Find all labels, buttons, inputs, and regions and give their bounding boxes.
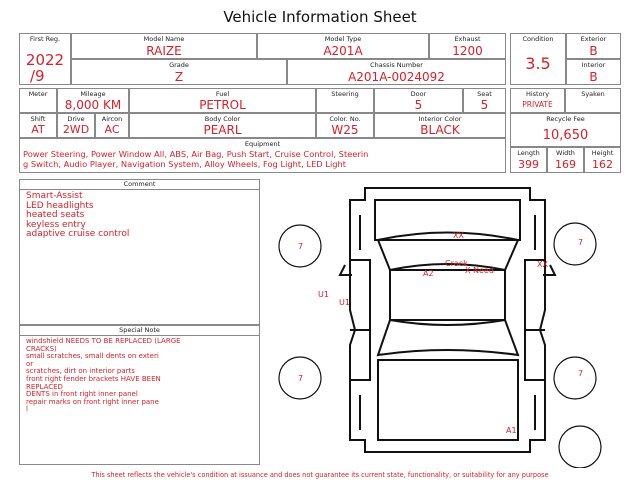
width-value: 169 [555,158,576,171]
height-label: Height [591,149,614,157]
width-cell [547,147,584,173]
recycle-label: Recycle Fee [546,115,585,123]
mark-x-need: X Need [465,266,494,275]
height-cell [584,147,621,173]
mark-u1-a: U1 [318,290,329,299]
length-label: Length [517,149,540,157]
exhaust-value: 1200 [452,44,483,58]
length-cell [510,147,547,173]
height-value: 162 [592,158,613,171]
condition-label: Condition [522,35,554,43]
fuel-value: PETROL [199,98,246,112]
chassis-label: Chassis Number [370,61,423,69]
seat-value: 5 [480,98,489,112]
grade-cell [71,59,287,85]
shift-cell [19,113,57,138]
condition-cell [510,33,566,85]
steering-label: Steering [331,90,359,98]
exterior-value: B [589,44,598,58]
comment-text: Smart-Assist LED headlights heated seats keyless entry adaptive cruise control [26,191,130,239]
door-value: 5 [414,98,423,112]
mileage-cell [57,88,129,113]
equipment-label: Equipment [244,140,281,148]
seat-label: Seat [477,90,492,98]
chassis-value: A201A-0024092 [348,70,445,84]
drive-label: Drive [67,115,85,123]
color-no-label: Color. No. [329,115,361,123]
interior-color-cell [374,113,506,138]
interior-color-label: Interior Color [418,115,462,123]
car-damage-diagram [262,178,617,468]
mark-tire-fl: 7 [298,242,304,251]
grade-label: Grade [169,61,189,69]
model-type-label: Model Type [324,35,362,43]
mileage-value: 8,000 KM [64,98,122,112]
interior-color-value: BLACK [420,123,460,137]
first-reg-month: /9 [30,67,45,85]
tire-rear-right [554,357,596,399]
mark-tire-rl: 7 [298,374,304,383]
recycle-value: 10,650 [542,128,589,143]
first-reg-label: First Reg. [29,35,61,43]
shift-value: AT [31,123,45,136]
mark-tire-fr: 7 [578,238,584,247]
exhaust-label: Exhaust [454,35,481,43]
shift-label: Shift [30,115,46,123]
meter-label: Meter [28,90,48,98]
exhaust-cell [429,33,506,59]
aircon-cell [95,113,129,138]
mark-u1-b: U1 [339,298,350,307]
syaken-label: Syaken [581,90,605,98]
door-label: Door [410,90,427,98]
condition-value: 3.5 [525,54,551,73]
color-no-value: W25 [331,123,359,137]
spare-tire [559,426,601,468]
seat-cell [463,88,506,113]
history-cell [510,88,565,113]
body-color-cell [129,113,316,138]
exterior-cell [566,33,621,59]
syaken-cell [565,88,621,113]
steering-cell [316,88,374,113]
meter-cell [19,88,57,113]
special-note-label: Special Note [119,326,160,334]
mark-a2: A2 [423,269,434,278]
drive-value: 2WD [62,123,90,136]
equipment-cell [19,138,506,173]
mark-crack: Crack [445,259,468,268]
first-reg-year: 2022 [25,51,65,69]
page-title: Vehicle Information Sheet [223,8,417,26]
aircon-value: AC [104,123,120,136]
model-type-value: A201A [323,44,363,58]
equipment-text: Power Steering, Power Window All, ABS, Air Bag, Push Start, Cruise Control, Steerin g Switch, Audio Player, Navigation System, Alloy Wheels, Fog Light, LED Light [23,149,369,169]
exterior-label: Exterior [580,35,607,43]
first-reg-cell [19,33,71,85]
model-name-label: Model Name [143,35,185,43]
history-label: History [525,90,550,98]
model-name-cell [71,33,257,59]
mileage-label: Mileage [80,90,106,98]
recycle-cell [510,113,621,147]
body-color-label: Body Color [204,115,241,123]
model-name-value: RAIZE [146,44,182,58]
mark-a1: A1 [506,426,517,435]
model-type-cell [257,33,429,59]
color-no-cell [316,113,374,138]
aircon-label: Aircon [101,115,123,123]
mark-xx-fender: XX [537,260,548,269]
special-note-box [19,325,260,465]
width-label: Width [556,149,575,157]
body-color-value: PEARL [203,123,242,137]
history-value: PRIVATE [522,100,553,109]
comment-label: Comment [123,180,156,188]
interior-cell [566,59,621,85]
mark-tire-rr: 7 [578,369,584,378]
door-cell [374,88,463,113]
interior-label: Interior [581,61,606,69]
chassis-cell [287,59,506,85]
tire-front-right [554,223,596,265]
drive-cell [57,113,95,138]
comment-box [19,179,260,325]
special-note-text: windshield NEEDS TO BE REPLACED (LARGE CRACKS) small scratches, small dents on exteri or scratches, dirt on interior parts front right fender brackets HAVE BEEN REPLACED DENTS in front right inner panel repair marks on front right inner pane l [26,337,181,414]
interior-value: B [589,70,598,84]
fuel-cell [129,88,316,113]
grade-value: Z [174,70,184,84]
mark-xx-hood: XX [453,231,464,240]
fuel-label: Fuel [215,90,230,98]
length-value: 399 [518,158,539,171]
disclaimer-footer: This sheet reflects the vehicle's condition at issuance and does not guarantee its current state, functionality, or suitability for any purpose [91,471,549,479]
